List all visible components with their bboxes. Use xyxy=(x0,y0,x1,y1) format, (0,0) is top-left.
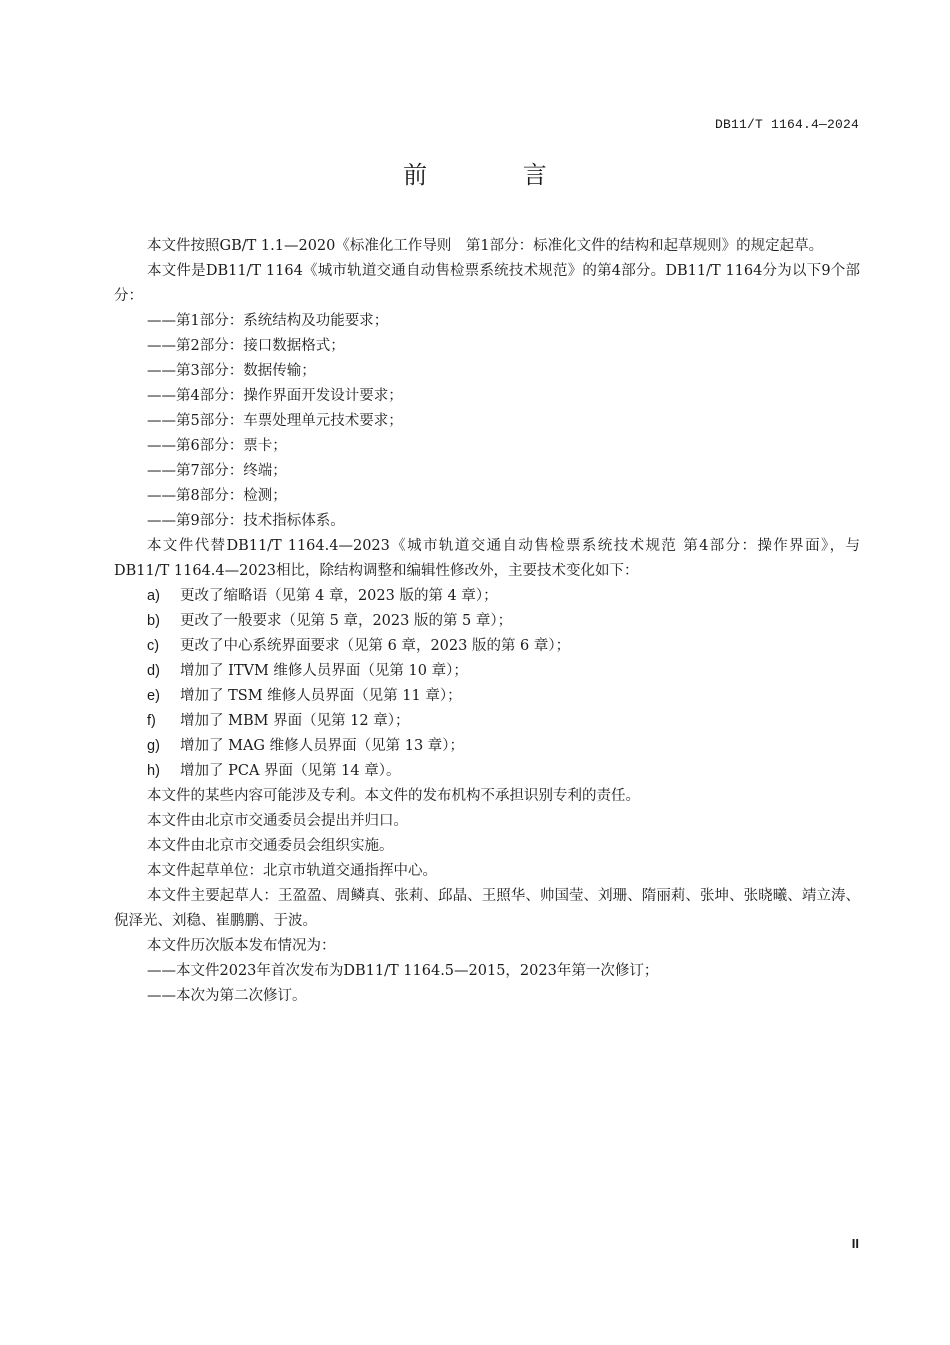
list-item: ——第6部分：票卡； xyxy=(147,438,287,454)
change-text: 增加了 MBM 界面（见第 12 章）； xyxy=(180,713,410,729)
list-item: ——本次为第二次修订。 xyxy=(147,988,307,1004)
change-item xyxy=(114,584,860,609)
change-text: 增加了 TSM 维修人员界面（见第 11 章）； xyxy=(180,688,462,704)
change-item xyxy=(114,684,860,709)
paragraph-proposer: 本文件由北京市交通委员会提出并归口。 xyxy=(147,813,408,829)
change-item xyxy=(114,734,860,759)
paragraph-drafters: 本文件主要起草人：王盈盈、周鳞真、张莉、邱晶、王照华、帅国莹、刘珊、隋丽莉、张坤、张晓曦、靖立涛、倪泽光、刘稳、崔鹏鹏、于波。 xyxy=(114,888,860,929)
paragraph-drafting-unit: 本文件起草单位：北京市轨道交通指挥中心。 xyxy=(147,863,437,879)
change-text: 增加了 PCA 界面（见第 14 章）。 xyxy=(180,763,401,779)
page-number: II xyxy=(851,1236,859,1251)
paragraph-implementer: 本文件由北京市交通委员会组织实施。 xyxy=(147,838,394,854)
change-item xyxy=(114,609,860,634)
list-item: ——第7部分：终端； xyxy=(147,463,287,479)
list-item: ——本文件2023年首次发布为DB11/T 1164.5—2015，2023年第一次修订； xyxy=(147,963,659,979)
list-item: ——第1部分：系统结构及功能要求； xyxy=(147,313,389,329)
paragraph-history-intro: 本文件历次版本发布情况为： xyxy=(147,938,336,954)
change-label: h) xyxy=(147,763,160,779)
change-label: e) xyxy=(147,688,160,704)
change-label: f) xyxy=(147,713,156,729)
list-item: ——第5部分：车票处理单元技术要求； xyxy=(147,413,403,429)
change-label: a) xyxy=(147,588,160,604)
change-item xyxy=(114,759,860,784)
paragraph-patent: 本文件的某些内容可能涉及专利。本文件的发布机构不承担识别专利的责任。 xyxy=(147,788,640,804)
change-label: g) xyxy=(147,738,160,754)
change-text: 更改了缩略语（见第 4 章，2023 版的第 4 章）； xyxy=(180,588,498,604)
list-item: ——第4部分：操作界面开发设计要求； xyxy=(147,388,403,404)
list-item: ——第2部分：接口数据格式； xyxy=(147,338,345,354)
paragraph-part-intro: 本文件是DB11/T 1164《城市轨道交通自动售检票系统技术规范》的第4部分。DB11/T 1164分为以下9个部分： xyxy=(114,263,860,304)
change-label: d) xyxy=(147,663,160,679)
change-text: 更改了一般要求（见第 5 章，2023 版的第 5 章）； xyxy=(180,613,513,629)
foreword-body xyxy=(114,234,860,1009)
paragraph-replacement: 本文件代替DB11/T 1164.4—2023《城市轨道交通自动售检票系统技术规范 第4部分：操作界面》，与DB11/T 1164.4—2023相比，除结构调整和编辑性修改外，主要技术变化如下： xyxy=(114,538,860,579)
document-code: DB11/T 1164.4—2024 xyxy=(714,117,859,132)
change-text: 增加了 ITVM 维修人员界面（见第 10 章）； xyxy=(180,663,468,679)
change-item xyxy=(114,709,860,734)
change-text: 增加了 MAG 维修人员界面（见第 13 章）； xyxy=(180,738,465,754)
list-item: ——第8部分：检测； xyxy=(147,488,287,504)
list-item: ——第3部分：数据传输； xyxy=(147,363,316,379)
change-text: 更改了中心系统界面要求（见第 6 章，2023 版的第 6 章）； xyxy=(180,638,571,654)
change-item xyxy=(114,634,860,659)
change-item xyxy=(114,659,860,684)
list-item: ——第9部分：技术指标体系。 xyxy=(147,513,345,529)
change-label: b) xyxy=(147,613,160,629)
page-title: 前 言 xyxy=(403,161,591,189)
paragraph-basis: 本文件按照GB/T 1.1—2020《标准化工作导则 第1部分：标准化文件的结构和起草规则》的规定起草。 xyxy=(147,238,824,254)
change-label: c) xyxy=(147,638,160,654)
